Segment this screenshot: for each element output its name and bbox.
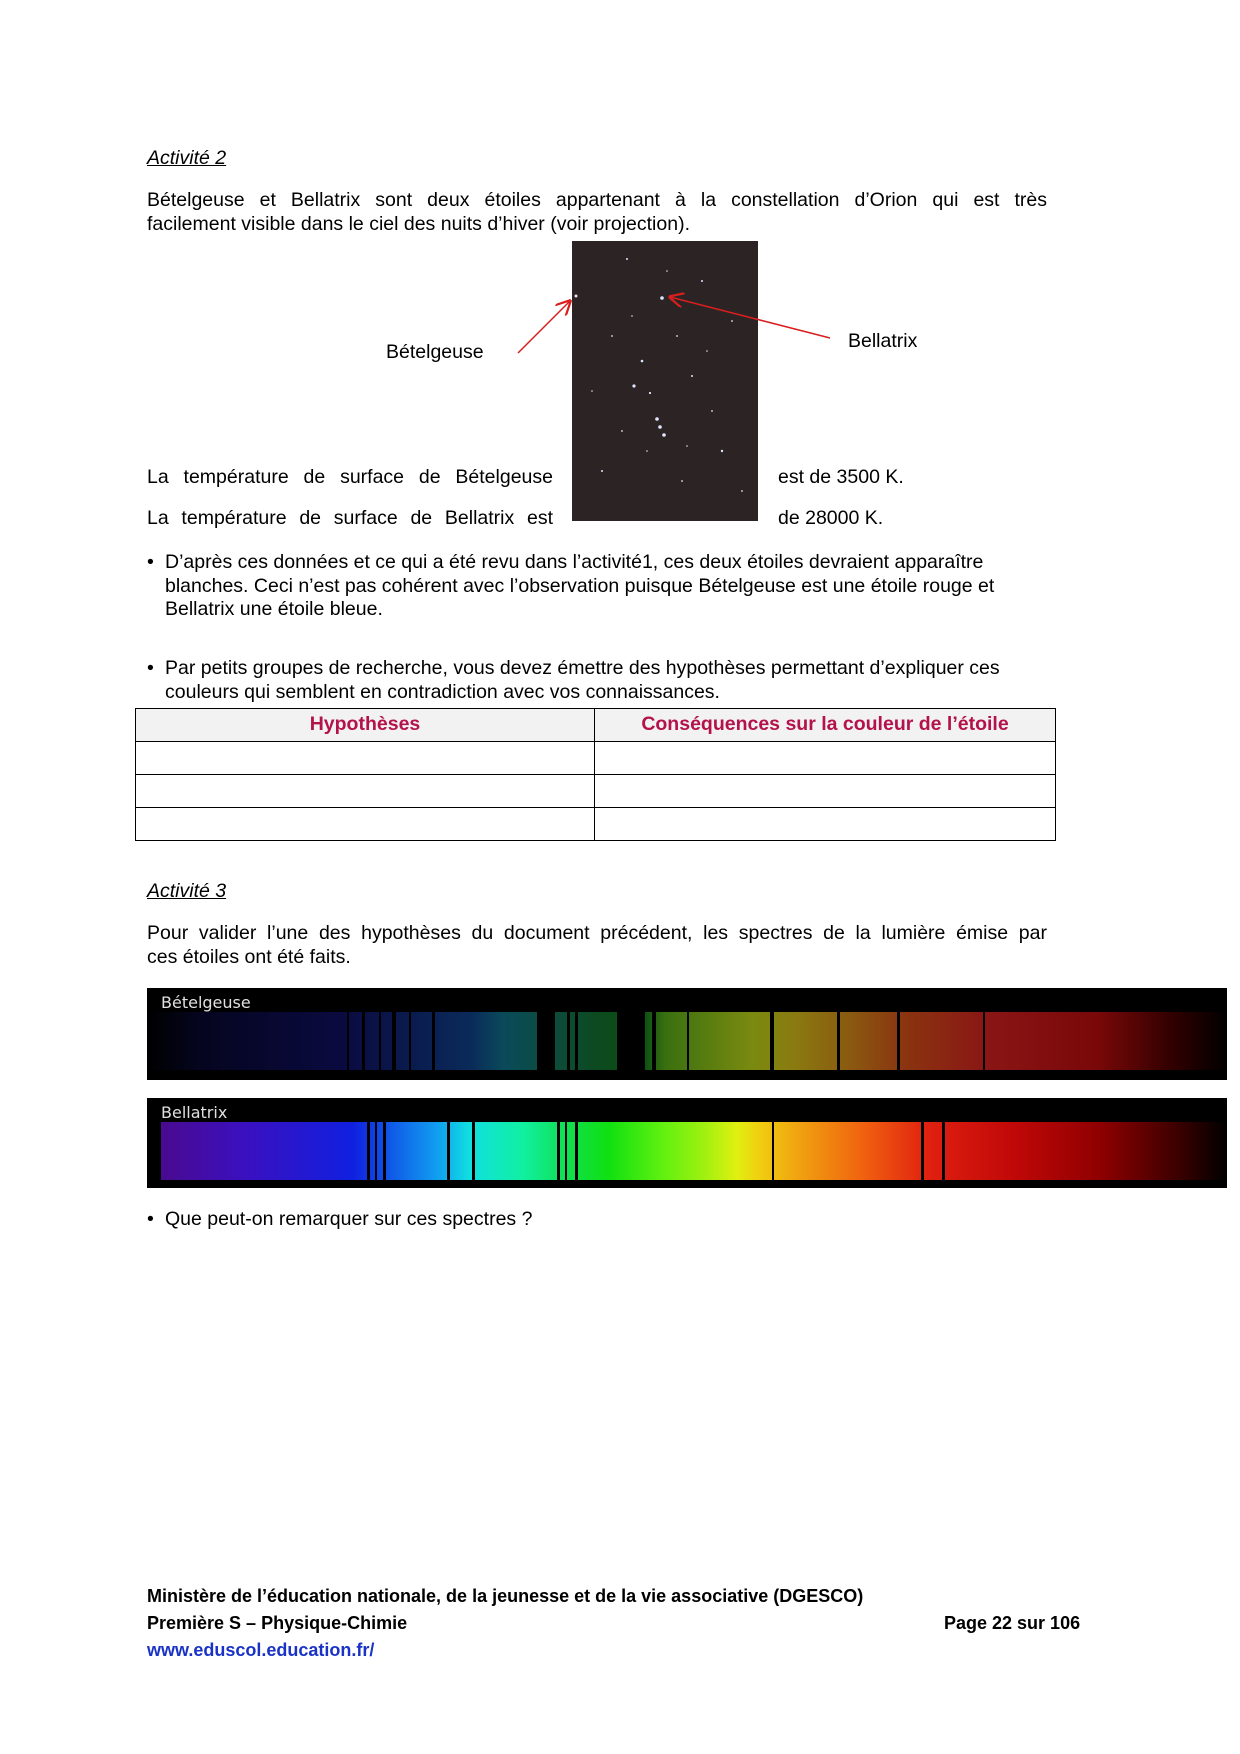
betelgeuse-spectrum-label: Bételgeuse — [161, 993, 251, 1012]
activity2-intro — [147, 189, 1047, 236]
hypothesis-cell[interactable] — [136, 808, 595, 841]
activity2-intro-line2: facilement visible dans le ciel des nuits d’hiver (voir projection). — [147, 212, 690, 235]
footer-page-number: Page 22 sur 106 — [944, 1613, 1081, 1633]
hypotheses-table — [135, 708, 1056, 841]
footer-link[interactable]: www.eduscol.education.fr/ — [147, 1640, 375, 1660]
betelgeuse-spectrum — [147, 988, 1227, 1080]
hypothesis-cell[interactable] — [136, 742, 595, 775]
betelgeuse-arrow — [518, 301, 570, 353]
bellatrix-spectrum-label: Bellatrix — [161, 1103, 228, 1122]
temp-betelgeuse-text: La température de surface de Bételgeuse — [147, 466, 553, 488]
bellatrix-spectrum — [147, 1098, 1227, 1188]
table-header-row — [136, 709, 1056, 742]
table-row — [136, 775, 1056, 808]
consequence-cell[interactable] — [595, 742, 1056, 775]
temp-bellatrix-text: La température de surface de Bellatrix est — [147, 507, 553, 529]
temp-betelgeuse-value: est de 3500 K. — [778, 466, 904, 488]
activity3-heading: Activité 3 — [147, 880, 227, 902]
consequence-cell[interactable] — [595, 808, 1056, 841]
bellatrix-absorption-lines — [147, 1122, 1227, 1180]
consequence-cell[interactable] — [595, 775, 1056, 808]
betelgeuse-label: Bételgeuse — [386, 341, 484, 363]
activity3-intro-line1: Pour valider l’une des hypothèses du document précédent, les spectres de la lumière émise par — [147, 922, 1047, 944]
activity2-intro-line1: Bételgeuse et Bellatrix sont deux étoiles appartenant à la constellation d’Orion qui est très — [147, 189, 1047, 211]
activity2-bullets-2 — [147, 657, 1027, 704]
bullet-hypotheses: • Par petits groupes de recherche, vous devez émettre des hypothèses permettant d’expliquer ces couleurs qui semblent en contradiction avec vos connaissances. — [147, 657, 1027, 704]
hypotheses-header: Hypothèses — [136, 709, 595, 742]
temp-bellatrix-value: de 28000 K. — [778, 507, 884, 529]
activity2-bullets-1 — [147, 551, 1027, 622]
activity3-intro-line2: ces étoiles ont été faits. — [147, 945, 351, 968]
bullet-observation: • D’après ces données et ce qui a été revu dans l’activité1, ces deux étoiles devraient apparaître blanches. Ceci n’est pas cohérent avec l’observation puisque Bételgeuse est une étoile rouge et Bellatrix une étoile bleue. — [147, 551, 1027, 622]
activity3-bullets — [147, 1208, 1027, 1232]
table-row — [136, 808, 1056, 841]
footer-course: Première S – Physique-Chimie — [147, 1613, 408, 1633]
orion-constellation-photo — [572, 241, 758, 521]
consequences-header: Conséquences sur la couleur de l’étoile — [595, 709, 1056, 742]
pointer-arrows — [510, 285, 860, 365]
bullet-question: • Que peut-on remarquer sur ces spectres ? — [147, 1208, 1027, 1232]
bellatrix-arrow — [670, 297, 830, 338]
betelgeuse-absorption-lines — [147, 1012, 1227, 1070]
activity2-heading: Activité 2 — [147, 147, 227, 169]
activity3-intro — [147, 922, 1047, 969]
bellatrix-label: Bellatrix — [848, 330, 918, 352]
table-row — [136, 742, 1056, 775]
hypothesis-cell[interactable] — [136, 775, 595, 808]
footer-ministry: Ministère de l’éducation nationale, de la jeunesse et de la vie associative (DGESCO) — [147, 1586, 864, 1606]
